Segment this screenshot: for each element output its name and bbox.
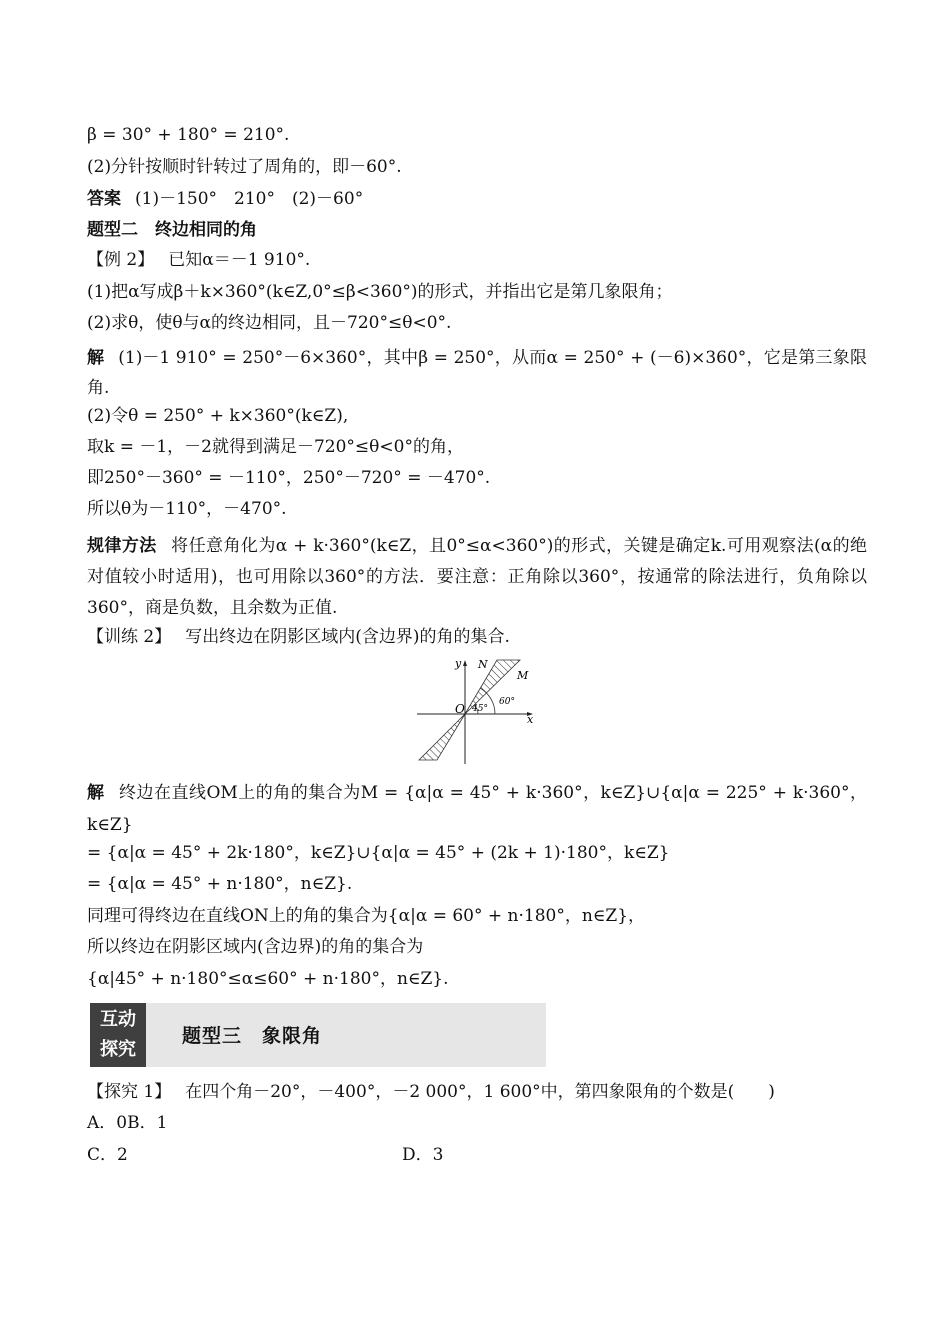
solution-paragraph <box>87 343 867 403</box>
explore-line <box>87 1081 867 1103</box>
rule-paragraph <box>87 531 867 624</box>
explore-text: 在四个角－20°，－400°，－2 000°，1 600°中，第四象限角的个数是( ) <box>185 1082 775 1102</box>
banner-tag-line: 互动 <box>100 1009 136 1030</box>
label-N: N <box>478 658 488 671</box>
solution-line: 取k = －1，－2就得到满足－720°≤θ<0°的角， <box>87 437 464 457</box>
rule-label: 规律方法 <box>87 536 157 556</box>
answer-line: 所以终边在阴影区域内(含边界)的角的集合为 <box>87 937 424 957</box>
training-line <box>87 626 867 648</box>
answer-solution-text: 终边在直线OM上的角的集合为M = {α|α = 45° + k·360°，k∈Z}∪{α|α = 225° + k·360°，k∈Z} <box>87 783 867 835</box>
shaded-region-lower <box>419 714 465 760</box>
answer-line: = {α|α = 45° + 2k·180°，k∈Z}∪{α|α = 45° + (2k + 1)·180°，k∈Z} <box>87 843 670 863</box>
option-C: C．2 <box>87 1145 128 1165</box>
banner-title: 题型三 象限角 <box>182 1025 323 1047</box>
training-text: 写出终边在阴影区域内(含边界)的角的集合. <box>185 627 510 647</box>
answer-line: = {α|α = 45° + n·180°，n∈Z}. <box>87 874 353 894</box>
section-title: 题型二 终边相同的角 <box>87 220 257 240</box>
answer-text: (1)－150° 210° (2)－60° <box>135 189 364 209</box>
answer-line: {α|45° + n·180°≤α≤60° + n·180°，n∈Z}. <box>87 969 449 989</box>
example-text: 已知α＝－1 910°. <box>168 250 311 270</box>
example-label: 【例 2】 <box>87 250 155 270</box>
angle-diagram <box>415 657 540 767</box>
answer-line: 同理可得终边在直线ON上的角的集合为{α|α = 60° + n·180°，n∈Z}， <box>87 906 646 926</box>
answer-paragraph <box>87 777 867 841</box>
label-O: O <box>455 702 465 716</box>
option-line: A．0B．1 <box>87 1113 168 1133</box>
rule-text: 将任意角化为α + k·360°(k∈Z，且0°≤α<360°)的形式，关键是确定k.可用观察法(α的绝对值较小时适用)，也可用除以360°的方法．要注意：正角除以360°，按通常的除法进行，负角除以360°，商是负数，且余数为正值. <box>87 536 868 618</box>
label-x: x <box>527 713 534 726</box>
answer-line <box>87 188 867 210</box>
label-y: y <box>455 657 462 670</box>
solution-line: 所以θ为－110°，－470°. <box>87 499 287 519</box>
question-line: (2)求θ，使θ与α的终边相同，且－720°≤θ<0°. <box>87 313 452 333</box>
text-line: (2)分针按顺时针转过了周角的，即－60°. <box>87 157 402 177</box>
label-M: M <box>517 669 529 682</box>
y-axis-arrow <box>463 660 467 666</box>
solution-text: (1)－1 910° = 250°－6×360°，其中β = 250°，从而α = 250° + (－6)×360°，它是第三象限角. <box>87 348 868 398</box>
text-line: β = 30° + 180° = 210°. <box>87 125 290 145</box>
solution-line: 即250°－360° = －110°，250°－720° = －470°. <box>87 468 491 488</box>
solution-label: 解 <box>87 348 105 368</box>
banner-tag-line: 探究 <box>100 1039 136 1060</box>
question-line: (1)把α写成β＋k×360°(k∈Z,0°≤β<360°)的形式，并指出它是第几象限角； <box>87 282 673 302</box>
explore-label: 【探究 1】 <box>87 1082 172 1102</box>
option-D: D．3 <box>402 1145 444 1165</box>
answer-label: 答案 <box>87 189 121 209</box>
banner-tag <box>90 1003 146 1067</box>
answer-solution-label: 解 <box>87 783 105 803</box>
label-45: 45° <box>472 704 488 714</box>
example-line <box>87 249 867 271</box>
label-60: 60° <box>499 697 515 707</box>
training-label: 【训练 2】 <box>87 627 172 647</box>
section-banner <box>90 1003 546 1067</box>
solution-line: (2)令θ = 250° + k×360°(k∈Z), <box>87 406 349 426</box>
